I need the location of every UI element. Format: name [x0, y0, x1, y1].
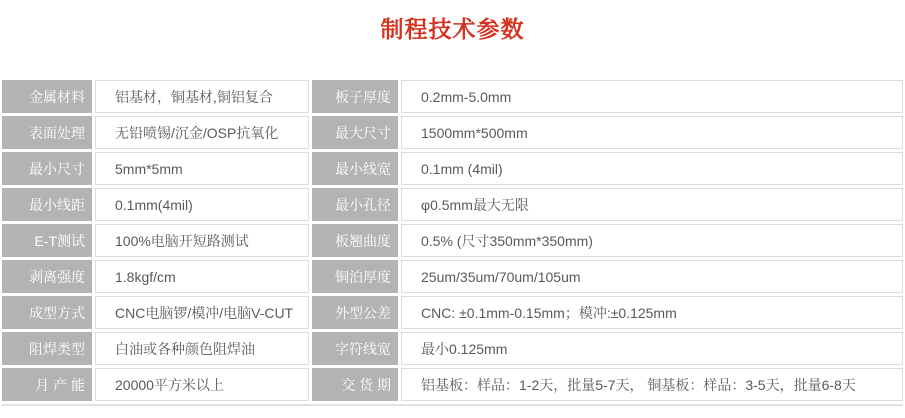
- param-value-cell: 0.1mm(4mil): [95, 188, 309, 221]
- param-label-cell: 最小线距: [2, 188, 92, 221]
- param-label-cell: 板子厚度: [312, 80, 398, 113]
- param-label-cell: 剥离强度: [2, 260, 92, 293]
- param-value-cell: 0.5% (尺寸350mm*350mm): [401, 224, 903, 257]
- spec-table: [2, 80, 903, 401]
- param-value-cell: 5mm*5mm: [95, 152, 309, 185]
- param-value-cell: 无铅喷锡/沉金/OSP抗氧化: [95, 116, 309, 149]
- table-bottom-divider: [2, 404, 903, 406]
- param-value-cell: 1.8kgf/cm: [95, 260, 309, 293]
- param-label-cell: 字符线宽: [312, 332, 398, 365]
- param-value-cell: CNC电脑锣/模冲/电脑V-CUT: [95, 296, 309, 329]
- param-value-cell: φ0.5mm最大无限: [401, 188, 903, 221]
- param-label-cell: 板翘曲度: [312, 224, 398, 257]
- param-value-cell: 0.2mm-5.0mm: [401, 80, 903, 113]
- param-label-cell: 最小线宽: [312, 152, 398, 185]
- page-title: 制程技术参数: [380, 16, 525, 42]
- param-label-cell: E-T测试: [2, 224, 92, 257]
- param-value-cell: 最小0.125mm: [401, 332, 903, 365]
- param-label-cell: 外型公差: [312, 296, 398, 329]
- param-value-cell: CNC: ±0.1mm-0.15mm；模冲:±0.125mm: [401, 296, 903, 329]
- param-label-cell: 最大尺寸: [312, 116, 398, 149]
- param-label-cell: 最小孔径: [312, 188, 398, 221]
- param-label-cell: 月 产 能: [2, 368, 92, 401]
- param-value-cell: 25um/35um/70um/105um: [401, 260, 903, 293]
- param-value-cell: 0.1mm (4mil): [401, 152, 903, 185]
- param-label-cell: 金属材料: [2, 80, 92, 113]
- param-value-cell: 20000平方米以上: [95, 368, 309, 401]
- param-value-cell: 铝基材，铜基材,铜铝复合: [95, 80, 309, 113]
- param-value-cell: 1500mm*500mm: [401, 116, 903, 149]
- param-label-cell: 表面处理: [2, 116, 92, 149]
- param-label-cell: 最小尺寸: [2, 152, 92, 185]
- param-label-cell: 阻焊类型: [2, 332, 92, 365]
- param-label-cell: 铜泊厚度: [312, 260, 398, 293]
- param-label-cell: 交 货 期: [312, 368, 398, 401]
- param-value-cell: 100%电脑开短路测试: [95, 224, 309, 257]
- param-value-cell: 铝基板：样品：1-2天，批量5-7天， 铜基板：样品：3-5天，批量6-8天: [401, 368, 903, 401]
- param-label-cell: 成型方式: [2, 296, 92, 329]
- param-value-cell: 白油或各种颜色阻焊油: [95, 332, 309, 365]
